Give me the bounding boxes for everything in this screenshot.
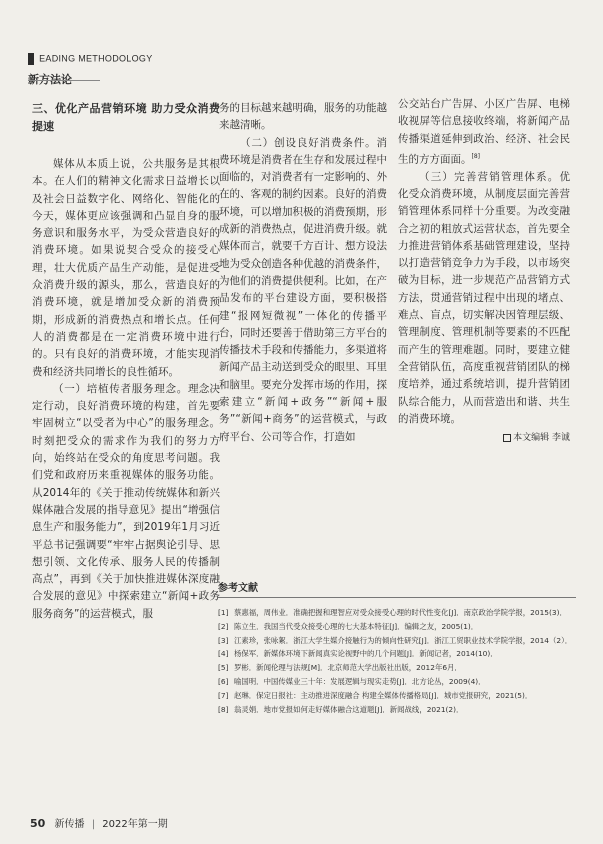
reference-text: 杨保军．新媒体环境下新闻真实论视野中的几个问题[J]．新闻记者，2014(10)． (234, 649, 498, 659)
reference-item (218, 661, 576, 675)
reference-text: 赵琳．保定日报社：主动推进深度融合 构建全媒体传播格局[J]．城市党报研究，2021(5)． (234, 690, 533, 700)
text-column-1 (32, 100, 220, 623)
reference-item (218, 689, 576, 703)
square-icon (503, 434, 511, 442)
reference-number: [8] (218, 704, 229, 714)
paragraph-text: 理念决定行动，良好消费环境的构建，首先要牢固树立“以受者为中心”的服务理念。时刻把受众的需求作为我们的努力方向，始终站在受众的角度思考问题。我们党和政府历来重视媒体的服务功能。从2014年的《关于推动传统媒体和新兴媒体融合发展的指导意见》提出“增强信息生产和服务能力”，到2019年1月习近平总书记强调要“牢牢占据舆论引导、思想引领、文化传承、服务人民的传播制高点”，再到《关于加快推进媒体深度融合发展的意见》中探索建立“新闻+政务服务商务”的运营模式，服 (32, 382, 220, 620)
reference-text: 陈立生．我国当代受众接受心理的七大基本特征[J]．编辑之友，2005(1)． (234, 621, 479, 631)
paragraph-continuation (398, 96, 570, 169)
header-rule (28, 80, 100, 81)
page-footer (30, 815, 168, 830)
journal-name: 新传播 (54, 819, 85, 830)
paragraph (398, 169, 570, 428)
reference-number: [3] (218, 635, 229, 645)
reference-number: [2] (218, 621, 229, 631)
reference-text: 罗彬．新闻伦理与法规[M]．北京师范大学出版社出版，2012年6月． (234, 663, 462, 673)
paragraph (219, 135, 387, 446)
reference-text: 江素珍，张咏絮．浙江大学生媒介接触行为的倾向性研究[J]．浙江工贸职业技术学院学报，2014（2）． (234, 635, 573, 645)
reference-item (218, 675, 576, 689)
text-column-3 (398, 96, 570, 447)
editor-credit (398, 430, 570, 447)
paragraph-text: 消费环境是消费者在生存和发展过程中面临的，对消费者有一定影响的、外在的、客观的制约因素。良好的消费环境，可以增加积极的消费预期，形成新的消费热点，促进消费升级。就媒体而言，就要千方百计、想方设法地为受众创造各种优越的消费条件，为他们的消费提供便利。比如，在产品发布的平台建设方面，要积极搭建“报网短微视”一体化的传播平台，同时还要善于借助第三方平台的传播技术手段和传播能力，多渠道将新闻产品主动送到受众的眼里、耳里和脑里。要充分发挥市场的作用，探索建立“新闻+政务”“新闻+服务”“新闻+商务”的运营模式，与政府平台、公司等合作，打造如 (219, 136, 387, 443)
reference-text: 蔡惠福，周伟业．准确把握和理智应对受众接受心理的时代性变化[J]．南京政治学院学报，2015(3)． (234, 608, 567, 617)
paragraph: 媒体从本质上说，公共服务是其根本。在人们的精神文化需求日益增长以及社会日益数字化、网络化、智能化的今天，媒体更应该强调和凸显自身的服务意识和服务水平，为受众营造良好的消费环境。如果说契合受众的接受心理，壮大优质产品生产动能，是促进受众消费升级的源头，那么，营造良好的消费环境，就是增加受众新的消费预期，形成新的消费热点和增长点。任何人的消费都是在一定消费环境中进行的。只有良好的消费环境，才能实现消费和经济共同增长的良性循环。 (32, 158, 220, 378)
paragraph (32, 381, 220, 623)
subheading: （一）培植传者服务理念。 (53, 382, 188, 395)
brand-mark (28, 53, 34, 65)
reference-number: [6] (218, 676, 229, 686)
reference-list (218, 606, 576, 716)
reference-item (218, 647, 576, 661)
reference-text: 翁灵娟．地市党报如何走好媒体融合这道题[J]．新闻战线，2021(2)． (234, 704, 464, 714)
footnote-mark: [8] (471, 152, 480, 160)
subheading: （三）完善营销管理体系。 (419, 170, 560, 183)
text-column-2 (219, 100, 387, 446)
reference-item (218, 634, 576, 648)
reference-item (218, 620, 576, 634)
column-name-en: EADING METHODOLOGY (39, 53, 153, 64)
paragraph-continuation: 务的目标越来越明确，服务的功能越来越清晰。 (219, 102, 387, 132)
subheading: （二）创设良好消费条件。 (240, 136, 377, 149)
references-title: 参考文献 (218, 579, 576, 598)
divider: | (91, 819, 96, 830)
issue-label: 2022年第一期 (102, 819, 168, 830)
editor-name: 本文编辑 李诚 (513, 433, 570, 444)
reference-item (218, 703, 576, 717)
reference-number: [4] (218, 649, 229, 659)
column-header (28, 48, 153, 87)
paragraph-text: 公交站台广告屏、小区广告屏、电梯收视屏等信息接收终端，将新闻产品传播渠道延伸到政治、经济、社会民生的方方面面。 (398, 98, 570, 166)
paragraph-text: 优化受众消费环境，从制度层面完善营销管理体系同样十分重要。为改变融合之初的粗放式运营状态，首先要全力推进营销体系基础管理建设，坚持以打造营销竞争力为手段，以市场突破为目标，进一步规范产品营销方式方法，贯通营销过程中出现的堵点、难点、盲点，切实解决因管理层级、管理制度、管理机制等要素的不匹配而产生的管理难题。同时，要建立健全营销队伍，高度重视营销团队的梯度培养，通过系统培训，提升营销团队综合能力，从而营造出和谐、共生的消费环境。 (398, 170, 570, 425)
page-number: 50 (30, 817, 46, 830)
column-name-zh: 新方法论 (28, 73, 72, 86)
references (218, 579, 576, 716)
reference-number: [7] (218, 690, 229, 700)
reference-number: [5] (218, 663, 229, 673)
reference-text: 喻国明．中国传媒业三十年：发展逻辑与现实走势[J]．北方论丛，2009(4)． (234, 676, 486, 686)
reference-number: [1] (218, 608, 229, 617)
section-heading: 三、优化产品营销环境 助力受众消费提速 (32, 102, 220, 133)
reference-item (218, 606, 576, 620)
